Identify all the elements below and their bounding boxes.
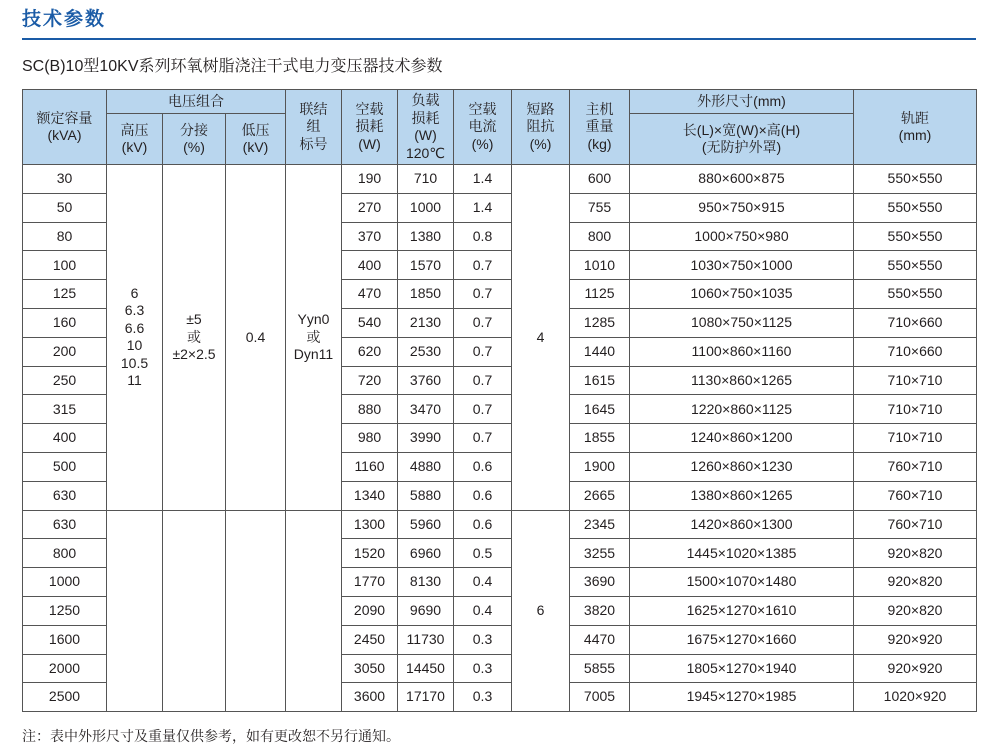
cell-dimensions: 1000×750×980 [630,222,854,251]
cell-capacity: 30 [23,165,107,194]
cell-weight: 3820 [570,596,630,625]
cell-noload-loss: 2090 [342,596,398,625]
cell-noload-loss: 470 [342,280,398,309]
cell-dimensions: 1060×750×1035 [630,280,854,309]
cell-dimensions: 1420×860×1300 [630,510,854,539]
header-dimensions-sub: 长(L)×宽(W)×高(H) (无防护外罩) [630,114,854,165]
cell-capacity: 1600 [23,625,107,654]
table-body [23,165,977,712]
cell-load-loss: 14450 [398,654,454,683]
cell-load-loss: 8130 [398,568,454,597]
cell-weight: 1900 [570,452,630,481]
cell-weight: 2345 [570,510,630,539]
header-voltage-group: 电压组合 [107,90,286,114]
cell-noload-current: 0.7 [454,337,512,366]
cell-track-gauge: 710×710 [854,395,977,424]
cell-noload-loss: 620 [342,337,398,366]
cell-noload-loss: 540 [342,308,398,337]
cell-track-gauge: 920×820 [854,596,977,625]
cell-weight: 755 [570,193,630,222]
cell-noload-loss: 880 [342,395,398,424]
cell-dimensions: 1445×1020×1385 [630,539,854,568]
cell-dimensions: 1675×1270×1660 [630,625,854,654]
cell-weight: 1285 [570,308,630,337]
cell-noload-current: 1.4 [454,193,512,222]
cell-track-gauge: 550×550 [854,222,977,251]
cell-track-gauge: 550×550 [854,165,977,194]
cell-capacity: 500 [23,452,107,481]
header-tap: 分接 (%) [163,114,226,165]
cell-load-loss: 6960 [398,539,454,568]
table-subtitle: SC(B)10型10KV系列环氧树脂浇注干式电力变压器技术参数 [22,58,443,75]
cell-impedance: 6 [512,510,570,712]
cell-dimensions: 1130×860×1265 [630,366,854,395]
cell-load-loss: 4880 [398,452,454,481]
cell-capacity: 100 [23,251,107,280]
cell-track-gauge: 920×920 [854,625,977,654]
cell-track-gauge: 710×660 [854,337,977,366]
cell-load-loss: 1570 [398,251,454,280]
cell-capacity: 2500 [23,683,107,712]
header-hv: 高压 (kV) [107,114,163,165]
cell-dimensions: 880×600×875 [630,165,854,194]
cell-track-gauge: 760×710 [854,481,977,510]
cell-weight: 1010 [570,251,630,280]
cell-vector-group: Yyn0 或 Dyn11 [286,165,342,511]
header-noload-loss: 空载 损耗 (W) [342,90,398,165]
cell-noload-current: 0.3 [454,683,512,712]
cell-load-loss: 11730 [398,625,454,654]
cell-capacity: 250 [23,366,107,395]
cell-noload-loss: 370 [342,222,398,251]
cell-dimensions: 1220×860×1125 [630,395,854,424]
cell-weight: 7005 [570,683,630,712]
cell-noload-current: 0.6 [454,510,512,539]
cell-capacity: 630 [23,481,107,510]
header-track-gauge: 轨距 (mm) [854,90,977,165]
cell-capacity: 160 [23,308,107,337]
cell-noload-current: 0.6 [454,481,512,510]
cell-weight: 1440 [570,337,630,366]
header-capacity: 额定容量 (kVA) [23,90,107,165]
spec-table [22,89,977,712]
cell-noload-loss: 190 [342,165,398,194]
header-noload-current: 空载 电流 (%) [454,90,512,165]
cell-noload-loss: 3050 [342,654,398,683]
cell-weight: 800 [570,222,630,251]
cell-weight: 2665 [570,481,630,510]
cell-lv-voltage-empty [226,510,286,712]
page-title: 技术参数 [22,9,107,30]
header-dimensions: 外形尺寸(mm) [630,90,854,114]
cell-track-gauge: 550×550 [854,193,977,222]
cell-capacity: 800 [23,539,107,568]
cell-weight: 4470 [570,625,630,654]
cell-track-gauge: 710×660 [854,308,977,337]
cell-noload-loss: 2450 [342,625,398,654]
cell-noload-loss: 1300 [342,510,398,539]
cell-noload-loss: 720 [342,366,398,395]
cell-capacity: 50 [23,193,107,222]
cell-noload-current: 1.4 [454,165,512,194]
cell-weight: 1855 [570,424,630,453]
cell-capacity: 2000 [23,654,107,683]
cell-load-loss: 710 [398,165,454,194]
cell-capacity: 315 [23,395,107,424]
cell-track-gauge: 760×710 [854,510,977,539]
cell-noload-loss: 1160 [342,452,398,481]
cell-noload-current: 0.6 [454,452,512,481]
cell-noload-current: 0.7 [454,395,512,424]
table-header [23,90,977,165]
cell-weight: 1125 [570,280,630,309]
cell-load-loss: 1380 [398,222,454,251]
cell-capacity: 125 [23,280,107,309]
cell-noload-current: 0.7 [454,366,512,395]
cell-load-loss: 5880 [398,481,454,510]
cell-noload-current: 0.5 [454,539,512,568]
cell-dimensions: 1625×1270×1610 [630,596,854,625]
cell-noload-loss: 3600 [342,683,398,712]
cell-dimensions: 1030×750×1000 [630,251,854,280]
header-lv: 低压 (kV) [226,114,286,165]
cell-noload-current: 0.7 [454,424,512,453]
cell-noload-current: 0.7 [454,280,512,309]
cell-weight: 600 [570,165,630,194]
cell-hv-voltage: 6 6.3 6.6 10 10.5 11 [107,165,163,511]
cell-track-gauge: 920×820 [854,539,977,568]
cell-tap-range-empty [163,510,226,712]
header-load-loss: 负载 损耗 (W) 120℃ [398,90,454,165]
cell-noload-current: 0.4 [454,596,512,625]
cell-noload-loss: 1340 [342,481,398,510]
cell-load-loss: 9690 [398,596,454,625]
cell-load-loss: 2530 [398,337,454,366]
cell-dimensions: 1500×1070×1480 [630,568,854,597]
header-weight: 主机 重量 (kg) [570,90,630,165]
cell-capacity: 400 [23,424,107,453]
cell-noload-loss: 1770 [342,568,398,597]
cell-noload-loss: 400 [342,251,398,280]
cell-track-gauge: 550×550 [854,280,977,309]
cell-noload-loss: 270 [342,193,398,222]
cell-dimensions: 1080×750×1125 [630,308,854,337]
cell-capacity: 200 [23,337,107,366]
cell-weight: 3690 [570,568,630,597]
cell-capacity: 630 [23,510,107,539]
header-impedance: 短路 阻抗 (%) [512,90,570,165]
cell-vector-group-empty [286,510,342,712]
cell-track-gauge: 1020×920 [854,683,977,712]
cell-track-gauge: 710×710 [854,424,977,453]
cell-noload-loss: 980 [342,424,398,453]
cell-impedance: 4 [512,165,570,511]
cell-track-gauge: 760×710 [854,452,977,481]
footnote: 注：表中外形尺寸及重量仅供参考，如有更改恕不另行通知。 [22,728,400,744]
cell-load-loss: 3760 [398,366,454,395]
cell-noload-current: 0.4 [454,568,512,597]
header-vector-group: 联结 组 标号 [286,90,342,165]
cell-lv-voltage: 0.4 [226,165,286,511]
cell-hv-voltage-empty [107,510,163,712]
cell-track-gauge: 920×920 [854,654,977,683]
cell-dimensions: 950×750×915 [630,193,854,222]
cell-capacity: 1250 [23,596,107,625]
cell-weight: 1645 [570,395,630,424]
cell-load-loss: 17170 [398,683,454,712]
cell-capacity: 80 [23,222,107,251]
cell-noload-loss: 1520 [342,539,398,568]
cell-dimensions: 1100×860×1160 [630,337,854,366]
table-row [23,510,977,539]
cell-load-loss: 3470 [398,395,454,424]
cell-dimensions: 1260×860×1230 [630,452,854,481]
cell-dimensions: 1805×1270×1940 [630,654,854,683]
cell-noload-current: 0.8 [454,222,512,251]
cell-noload-current: 0.7 [454,251,512,280]
table-row [23,165,977,194]
cell-weight: 3255 [570,539,630,568]
cell-dimensions: 1380×860×1265 [630,481,854,510]
cell-capacity: 1000 [23,568,107,597]
cell-load-loss: 2130 [398,308,454,337]
title-divider [22,38,976,40]
cell-dimensions: 1240×860×1200 [630,424,854,453]
cell-dimensions: 1945×1270×1985 [630,683,854,712]
cell-load-loss: 3990 [398,424,454,453]
cell-tap-range: ±5 或 ±2×2.5 [163,165,226,511]
cell-load-loss: 5960 [398,510,454,539]
cell-track-gauge: 550×550 [854,251,977,280]
cell-weight: 1615 [570,366,630,395]
cell-track-gauge: 710×710 [854,366,977,395]
cell-noload-current: 0.3 [454,654,512,683]
cell-track-gauge: 920×820 [854,568,977,597]
cell-noload-current: 0.7 [454,308,512,337]
cell-load-loss: 1850 [398,280,454,309]
cell-weight: 5855 [570,654,630,683]
cell-load-loss: 1000 [398,193,454,222]
cell-noload-current: 0.3 [454,625,512,654]
